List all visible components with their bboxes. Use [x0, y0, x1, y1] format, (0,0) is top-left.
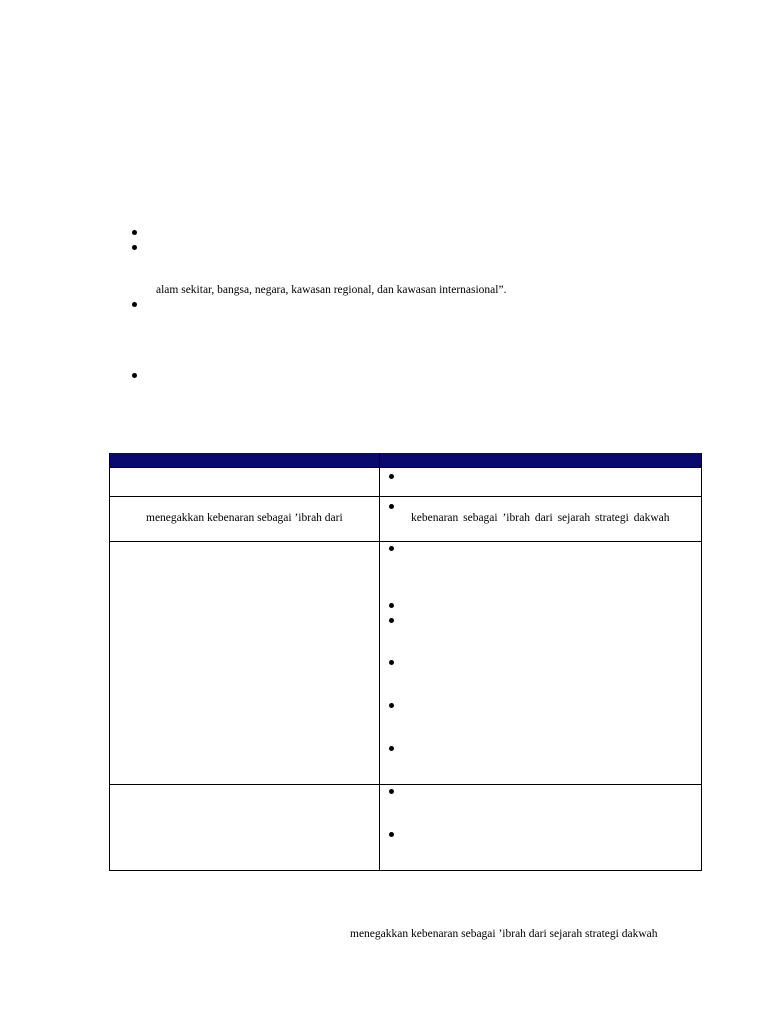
- intro-bullet-text: alam sekitar, bangsa, negara, kawasan regional, dan kawasan internasional”.: [156, 284, 507, 296]
- bullet-icon: [132, 245, 137, 250]
- bullet-icon: [389, 789, 394, 794]
- table-row2-left-text: menegakkan kebenaran sebagai ’ibrah dari: [146, 512, 343, 524]
- bullet-icon: [389, 618, 394, 623]
- table-row-divider: [109, 496, 702, 497]
- table-row-divider: [109, 467, 702, 468]
- table-header-row: [110, 453, 702, 467]
- table-border-right: [701, 453, 702, 871]
- table-border-bottom: [109, 870, 702, 871]
- bullet-icon: [389, 746, 394, 751]
- footer-text: menegakkan kebenaran sebagai ’ibrah dari sejarah strategi dakwah: [350, 928, 658, 940]
- bullet-icon: [389, 504, 394, 509]
- bullet-icon: [389, 474, 394, 479]
- bullet-icon: [389, 703, 394, 708]
- table-column-divider: [379, 453, 380, 871]
- bullet-icon: [132, 230, 137, 235]
- table-row-divider: [109, 541, 702, 542]
- bullet-icon: [132, 302, 137, 307]
- bullet-icon: [132, 373, 137, 378]
- bullet-icon: [389, 546, 394, 551]
- bullet-icon: [389, 660, 394, 665]
- table-border-left: [109, 453, 110, 871]
- table-row2-right-text: kebenaran sebagai ’ibrah dari sejarah strategi dakwah: [411, 512, 670, 524]
- bullet-icon: [389, 603, 394, 608]
- bullet-icon: [389, 832, 394, 837]
- table-row-divider: [109, 784, 702, 785]
